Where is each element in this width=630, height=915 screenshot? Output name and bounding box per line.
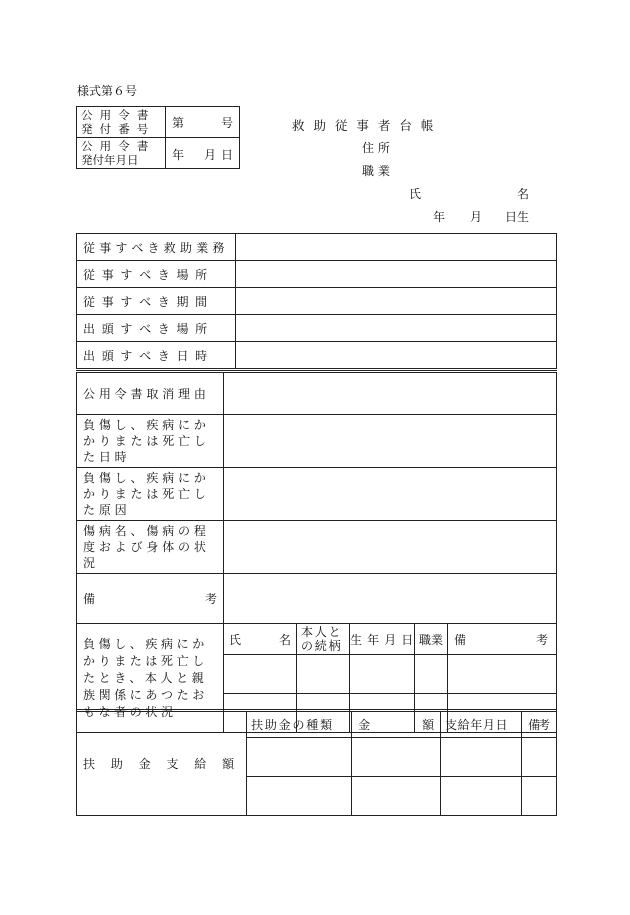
issue-date-label-2: 発付年月日 bbox=[81, 153, 139, 167]
injury-cause-label: 負傷し、疾病にかかりまたは死亡した原因 bbox=[77, 468, 224, 521]
duty-task-label: 従事すべき救助業務 bbox=[77, 234, 236, 261]
aid-cell[interactable] bbox=[247, 777, 352, 816]
report-place-label: 出 頭 す べ き 場 所 bbox=[77, 315, 236, 342]
issue-number-label-1: 公 用 令 書 bbox=[81, 108, 151, 122]
report-time-field[interactable] bbox=[235, 342, 556, 369]
family-cell[interactable] bbox=[224, 655, 297, 694]
cancel-reason-field[interactable] bbox=[224, 372, 557, 415]
aid-col-remarks bbox=[522, 711, 557, 738]
aid-table bbox=[76, 709, 557, 816]
name-mei: 名 bbox=[517, 187, 530, 201]
duty-task-field[interactable] bbox=[235, 234, 556, 261]
name-shi: 氏 bbox=[409, 187, 422, 201]
aid-label: 扶 助 金 支 給 額 bbox=[77, 711, 247, 816]
aid-col-amount bbox=[352, 711, 441, 738]
duty-period-field[interactable] bbox=[235, 288, 556, 315]
birth-year: 年 bbox=[433, 210, 446, 224]
injury-detail-label: 傷病名、傷病の程度および身体の状況 bbox=[77, 521, 224, 574]
aid-cell[interactable] bbox=[522, 738, 557, 777]
injury-date-field[interactable] bbox=[224, 415, 557, 468]
issue-date-label-1: 公 用 令 書 bbox=[81, 139, 151, 153]
duty-place-field[interactable] bbox=[235, 261, 556, 288]
aid-cell[interactable] bbox=[441, 777, 522, 816]
report-time-label: 出 頭 す べ き 日 時 bbox=[77, 342, 236, 369]
aid-col-amount-gaku: 額 bbox=[422, 718, 435, 732]
aid-col-date: 支給年月日 bbox=[441, 711, 522, 738]
family-cell[interactable] bbox=[415, 655, 448, 694]
aid-col-amount-kin: 金 bbox=[358, 718, 371, 732]
issue-month: 月 bbox=[204, 148, 217, 162]
aid-cell[interactable] bbox=[352, 738, 441, 777]
occupation-label: 職 業 bbox=[362, 164, 390, 178]
family-cell[interactable] bbox=[350, 655, 415, 694]
report-place-field[interactable] bbox=[235, 315, 556, 342]
family-col-remarks-ko: 考 bbox=[535, 632, 548, 647]
aid-cell[interactable] bbox=[247, 738, 352, 777]
address-label: 住 所 bbox=[362, 141, 390, 155]
aid-cell[interactable] bbox=[522, 777, 557, 816]
birth-day: 日生 bbox=[505, 210, 530, 224]
remarks-label bbox=[77, 574, 224, 624]
issuance-box bbox=[76, 106, 240, 169]
aid-col-remarks-ko: 考 bbox=[537, 718, 550, 732]
family-col-name-shi: 氏 bbox=[229, 632, 242, 647]
aid-cell[interactable] bbox=[441, 738, 522, 777]
family-col-remarks-bi: 備 bbox=[454, 632, 467, 647]
duty-period-label: 従 事 す べ き 期 間 bbox=[77, 288, 236, 315]
issue-go: 号 bbox=[220, 116, 233, 130]
aid-cell[interactable] bbox=[352, 777, 441, 816]
remarks-ko: 考 bbox=[204, 592, 217, 606]
document-title: 救 助 従 事 者 台 帳 bbox=[292, 118, 436, 133]
form-number: 様式第６号 bbox=[77, 84, 138, 98]
family-col-birth: 生 年 月 日 bbox=[350, 624, 415, 655]
injury-table bbox=[76, 370, 557, 733]
family-col-remarks bbox=[448, 624, 557, 655]
duty-place-label: 従 事 す べ き 場 所 bbox=[77, 261, 236, 288]
family-label: 負傷し、疾病にかかりまたは死亡したとき、本人と親族関係にあつたおもな者の状況 bbox=[77, 624, 224, 733]
issue-day: 日 bbox=[220, 148, 233, 162]
family-cell[interactable] bbox=[297, 655, 350, 694]
family-cell[interactable] bbox=[448, 655, 557, 694]
remarks-bi: 備 bbox=[83, 592, 96, 606]
issue-dai: 第 bbox=[172, 116, 185, 130]
family-col-name-mei: 名 bbox=[278, 632, 291, 647]
issue-number-label-2: 発 付 番 号 bbox=[81, 122, 151, 136]
injury-date-label: 負傷し、疾病にかかりまたは死亡した日時 bbox=[77, 415, 224, 468]
remarks-field[interactable] bbox=[224, 574, 557, 624]
family-col-relation: 本人との続柄 bbox=[297, 624, 350, 655]
birth-month: 月 bbox=[470, 210, 483, 224]
family-col-name bbox=[224, 624, 297, 655]
injury-detail-field[interactable] bbox=[224, 521, 557, 574]
aid-col-remarks-bi: 備 bbox=[528, 718, 541, 732]
issue-year: 年 bbox=[172, 148, 185, 162]
aid-col-type: 扶助金の種類 bbox=[247, 711, 352, 738]
cancel-reason-label: 公用令書取消理由 bbox=[77, 372, 224, 415]
family-col-job: 職業 bbox=[415, 624, 448, 655]
duty-table bbox=[76, 233, 557, 369]
injury-cause-field[interactable] bbox=[224, 468, 557, 521]
